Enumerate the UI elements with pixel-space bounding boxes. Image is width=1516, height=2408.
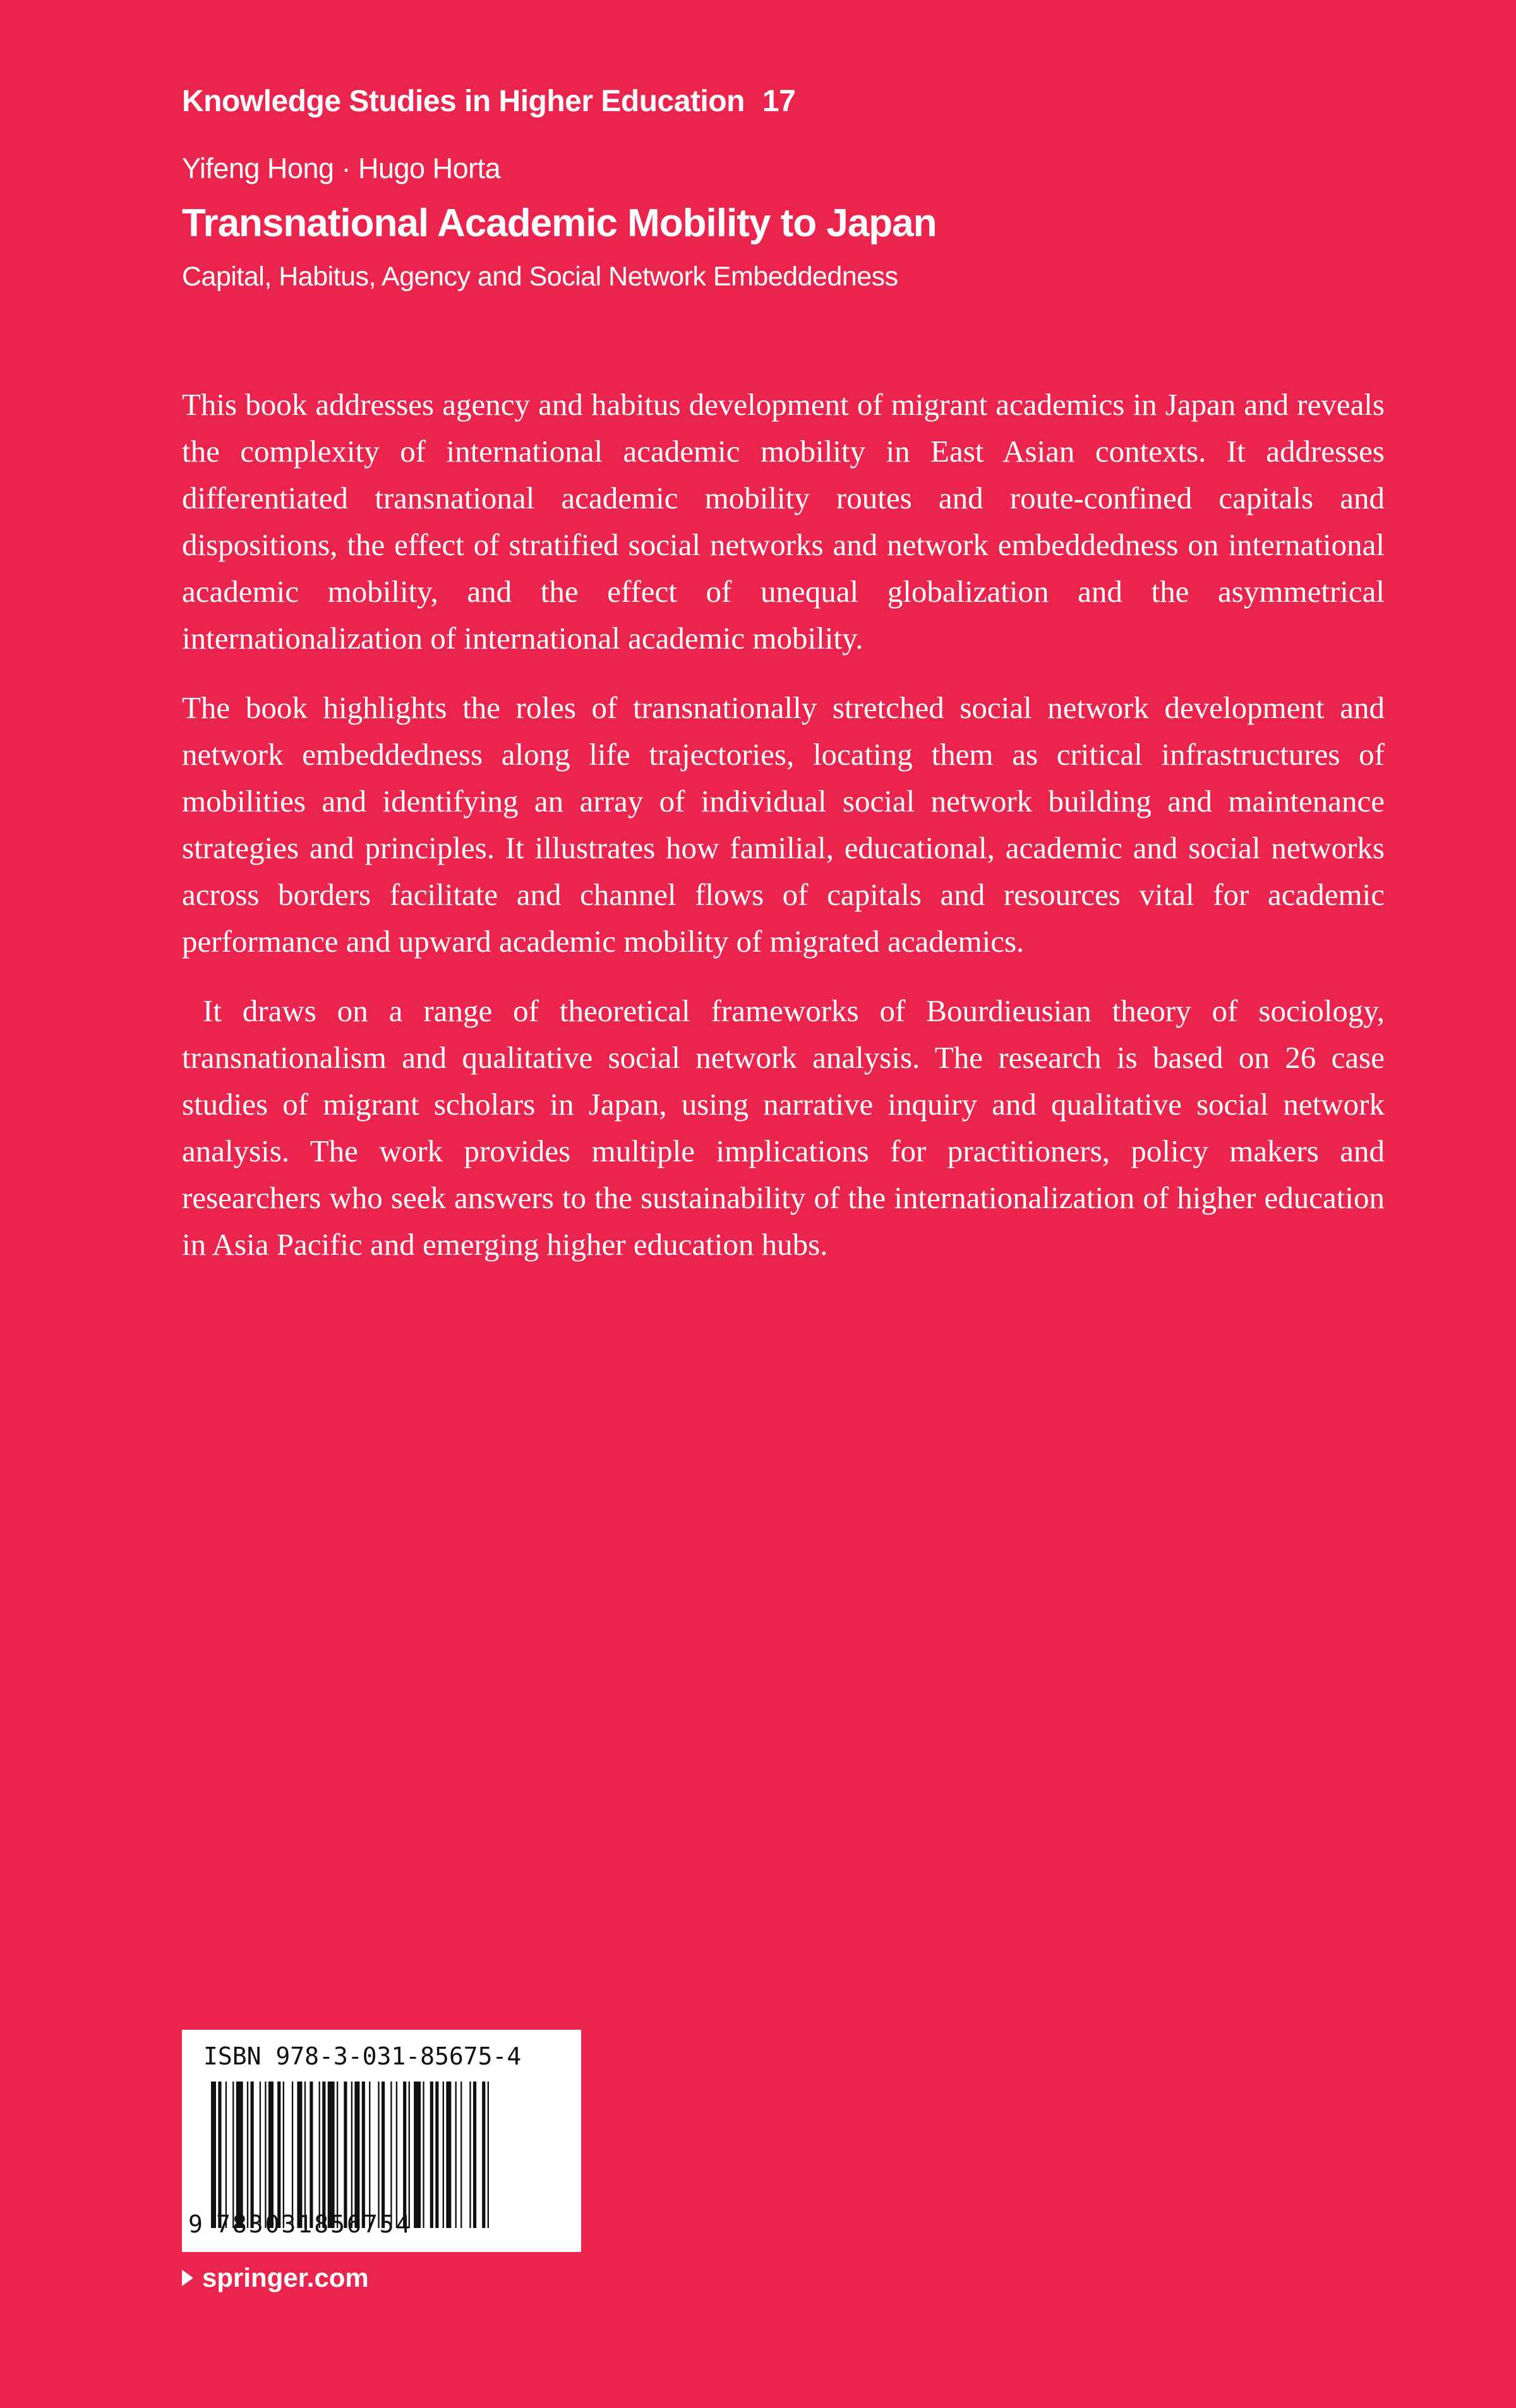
website-link[interactable] bbox=[182, 2263, 369, 2293]
barcode-digit-first: 9 bbox=[188, 2210, 203, 2238]
series-name: Knowledge Studies in Higher Education bbox=[182, 85, 745, 118]
website-text: springer.com bbox=[202, 2263, 369, 2292]
authors: Yifeng Hong · Hugo Horta bbox=[182, 152, 501, 184]
blurb-paragraph-2: The book highlights the roles of transnationally stretched social network development and network embeddedness along life trajectories, locating them as critical infrastructures of mobilities and identifying an array of individual social network building and maintenance strategies and principles. It illustrates how familial, educational, academic and social networks across borders facilitate and channel flows of capitals and resources vital for academic performance and upward academic mobility of migrated academics. bbox=[182, 690, 1385, 959]
triangle-right-icon bbox=[182, 2270, 193, 2286]
blurb bbox=[182, 381, 1393, 1291]
barcode-digits-rest: 783031856754 bbox=[216, 2210, 412, 2238]
series-line bbox=[182, 84, 795, 119]
book-subtitle: Capital, Habitus, Agency and Social Network Embeddedness bbox=[182, 261, 898, 292]
blurb-paragraph-3: It draws on a range of theoretical frameworks of Bourdieusian theory of sociology, transnationalism and qualitative social network analysis. The research is based on 26 case studies of migrant scholars in Japan, using narrative inquiry and qualitative social network analysis. The work provides multiple implications for practitioners, policy makers and researchers who seek answers to the sustainability of the internationalization of higher education in Asia Pacific and emerging higher education hubs. bbox=[182, 993, 1393, 1262]
isbn-barcode-box bbox=[182, 2030, 581, 2252]
isbn-label: ISBN 978-3-031-85675-4 bbox=[203, 2042, 522, 2070]
series-number: 17 bbox=[762, 85, 796, 118]
blurb-paragraph-1: This book addresses agency and habitus development of migrant academics in Japan and reveals the complexity of international academic mobility in East Asian contexts. It addresses differentiated transnational academic mobility routes and route-confined capitals and dispositions, the effect of stratified social networks and network embeddedness on international academic mobility, and the effect of unequal globalization and the asymmetrical internationalization of international academic mobility. bbox=[182, 387, 1385, 656]
book-title: Transnational Academic Mobility to Japan bbox=[182, 201, 937, 245]
barcode-icon bbox=[211, 2082, 552, 2228]
